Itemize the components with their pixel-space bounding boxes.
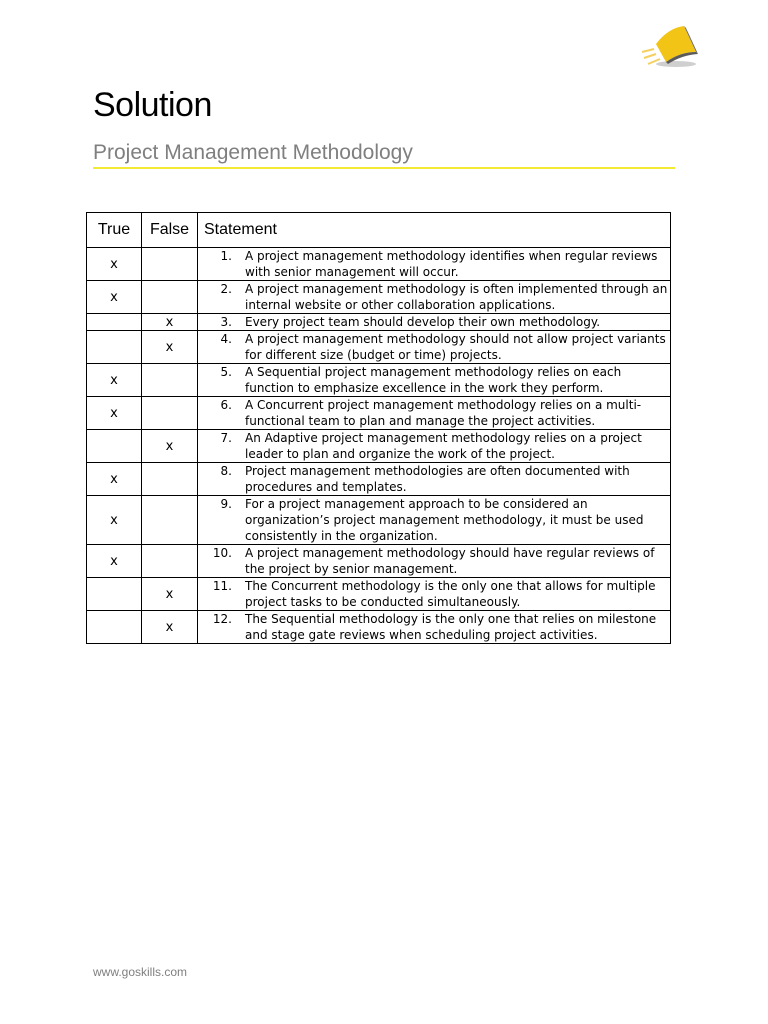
footer-website: www.goskills.com <box>93 965 188 979</box>
false-mark-cell <box>142 545 198 578</box>
statement-number: 3. <box>220 315 232 329</box>
statement-column-header: Statement <box>198 213 671 248</box>
statement-text: Project management methodologies are often documented with procedures and templates. <box>245 464 630 494</box>
statement-number: 2. <box>220 282 232 296</box>
statement-text: A project management methodology should not allow project variants for different size (budget or time) projects. <box>245 332 666 362</box>
statement-cell <box>198 578 671 611</box>
statement-cell <box>198 397 671 430</box>
statement-text: An Adaptive project management methodology relies on a project leader to plan and organize the work of the project. <box>245 431 642 461</box>
table-row <box>87 314 671 331</box>
false-mark-cell <box>142 364 198 397</box>
statement-cell <box>198 331 671 364</box>
statement-cell <box>198 248 671 281</box>
true-mark-cell: x <box>87 364 142 397</box>
statement-text: For a project management approach to be considered an organization’s project management methodology, it must be used consistently in the organization. <box>245 497 644 543</box>
statement-text: Every project team should develop their own methodology. <box>245 315 601 329</box>
goskills-logo-icon <box>640 22 700 72</box>
statement-cell <box>198 281 671 314</box>
false-column-header: False <box>142 213 198 248</box>
false-mark-cell: x <box>142 331 198 364</box>
statement-number: 11. <box>212 579 232 593</box>
statement-cell <box>198 430 671 463</box>
table-header-row <box>87 213 671 248</box>
false-mark-cell: x <box>142 611 198 644</box>
page-title: Solution <box>93 86 212 124</box>
table-row <box>87 248 671 281</box>
statement-text: The Sequential methodology is the only one that relies on milestone and stage gate reviews when scheduling project activities. <box>245 612 657 642</box>
statement-cell <box>198 364 671 397</box>
true-mark-cell: x <box>87 281 142 314</box>
statement-number: 1. <box>220 249 232 263</box>
statement-cell <box>198 545 671 578</box>
false-mark-cell <box>142 463 198 496</box>
false-mark-cell <box>142 248 198 281</box>
false-mark-cell <box>142 397 198 430</box>
page-subtitle: Project Management Methodology <box>93 141 675 169</box>
table-row <box>87 281 671 314</box>
table-row <box>87 463 671 496</box>
statement-number: 5. <box>220 365 232 379</box>
statement-number: 7. <box>220 431 232 445</box>
statement-cell <box>198 463 671 496</box>
true-mark-cell <box>87 611 142 644</box>
true-mark-cell: x <box>87 248 142 281</box>
table-row <box>87 430 671 463</box>
statement-cell <box>198 496 671 545</box>
statement-number: 4. <box>220 332 232 346</box>
true-mark-cell <box>87 578 142 611</box>
false-mark-cell: x <box>142 578 198 611</box>
true-false-table <box>86 212 671 644</box>
table-row <box>87 578 671 611</box>
true-mark-cell: x <box>87 545 142 578</box>
statement-number: 12. <box>212 612 232 626</box>
statement-text: A Sequential project management methodology relies on each function to emphasize excellence in the work they perform. <box>245 365 622 395</box>
table-row <box>87 364 671 397</box>
statement-number: 10. <box>212 546 232 560</box>
table-row <box>87 545 671 578</box>
statement-number: 9. <box>220 497 232 511</box>
true-mark-cell: x <box>87 463 142 496</box>
table-row <box>87 331 671 364</box>
statement-number: 6. <box>220 398 232 412</box>
statement-text: A project management methodology identifies when regular reviews with senior management will occur. <box>245 249 658 279</box>
false-mark-cell: x <box>142 314 198 331</box>
table-row <box>87 611 671 644</box>
true-column-header: True <box>87 213 142 248</box>
statement-cell <box>198 314 671 331</box>
statement-text: A Concurrent project management methodology relies on a multi-functional team to plan and manage the project activities. <box>245 398 642 428</box>
statement-text: A project management methodology is often implemented through an internal website or other collaboration applications. <box>245 282 668 312</box>
statement-text: A project management methodology should have regular reviews of the project by senior management. <box>245 546 655 576</box>
true-mark-cell: x <box>87 496 142 545</box>
true-mark-cell <box>87 430 142 463</box>
false-mark-cell <box>142 281 198 314</box>
false-mark-cell: x <box>142 430 198 463</box>
table-row <box>87 397 671 430</box>
table-row <box>87 496 671 545</box>
false-mark-cell <box>142 496 198 545</box>
true-mark-cell <box>87 314 142 331</box>
true-mark-cell: x <box>87 397 142 430</box>
statement-number: 8. <box>220 464 232 478</box>
true-mark-cell <box>87 331 142 364</box>
statement-cell <box>198 611 671 644</box>
statement-text: The Concurrent methodology is the only one that allows for multiple project tasks to be conducted simultaneously. <box>245 579 656 609</box>
